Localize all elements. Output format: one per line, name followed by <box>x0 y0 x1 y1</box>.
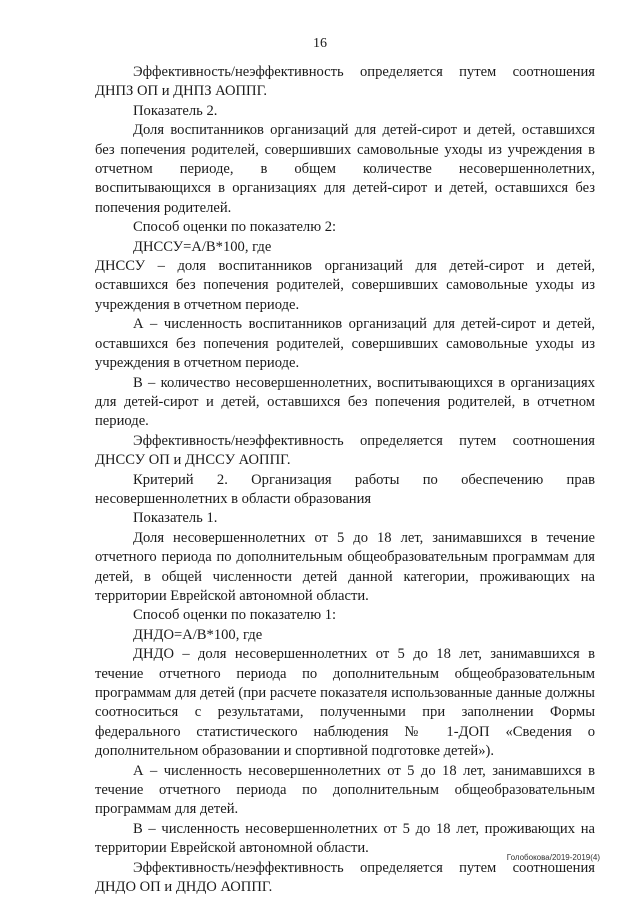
page-number: 16 <box>313 36 327 51</box>
criterion-2-heading: Критерий 2. Организация работы по обеспечению прав несовершеннолетних в области образования <box>95 471 595 507</box>
assessment-method-heading-1: Способ оценки по показателю 1: <box>133 607 337 624</box>
definition-b: В – количество несовершеннолетних, воспитывающихся в организациях для детей-сирот и детей, оставшихся без попечения родителей, в отчетном периоде. <box>95 374 595 430</box>
definition-a: А – численность воспитанников организаций для детей-сирот и детей, оставшихся без попечения родителей, совершивших самовольные уходы из учреждения в отчетном периоде. <box>95 316 595 372</box>
definition-b-dndo: В – численность несовершеннолетних от 5 до 18 лет, проживающих на территории Еврейской автономной области. <box>95 820 595 857</box>
definition-dndo: ДНДО – доля несовершеннолетних от 5 до 18 лет, занимавшихся в течение отчетного периода по дополнительным общеобразовательным программам для детей (при расчете показателя использованные данные должны соотноситься с результатами, полученными при заполнении Формы федерального статистического наблюдения № 1-ДОП «Сведения о дополнительном образовании и спортивной подготовке детей»). <box>95 646 595 760</box>
paragraph-efficiency-dnpz: Эффективность/неэффективность определяется путем соотношения ДНПЗ ОП и ДНПЗ АОППГ. <box>95 64 595 100</box>
indicator-1-description: Доля несовершеннолетних от 5 до 18 лет, занимавшихся в течение отчетного периода по дополнительным общеобразовательным программам для детей, в общей численности детей данной категории, проживающих на территории Еврейской автономной области. <box>95 529 595 604</box>
indicator-1-heading: Показатель 1. <box>133 510 218 527</box>
document-body <box>95 63 595 897</box>
indicator-2-description: Доля воспитанников организаций для детей-сирот и детей, оставшихся без попечения родителей, совершивших самовольные уходы из учреждения в отчетном периоде, в общем количестве несовершеннолетних, воспитывающихся в организациях для детей-сирот и детей, оставшихся без попечения родителей. <box>95 122 595 216</box>
definition-dnssu: ДНССУ – доля воспитанников организаций для детей-сирот и детей, оставшихся без попечения родителей, совершивших самовольные уходы из учреждения в отчетном периоде. <box>95 258 595 313</box>
paragraph-efficiency-dndo: Эффективность/неэффективность определяется путем соотношения ДНДО ОП и ДНДО АОППГ. <box>95 859 595 896</box>
formula-dndo: ДНДО=А/В*100, где <box>133 626 263 643</box>
indicator-2-heading: Показатель 2. <box>133 102 218 119</box>
paragraph-efficiency-dnssu: Эффективность/неэффективность определяется путем соотношения ДНССУ ОП и ДНССУ АОППГ. <box>95 432 595 469</box>
definition-a-dndo: А – численность несовершеннолетних от 5 до 18 лет, занимавшихся в течение отчетного периода по дополнительным общеобразовательным программам для детей. <box>95 762 595 818</box>
assessment-method-heading: Способ оценки по показателю 2: <box>133 219 337 236</box>
formula-dnssu: ДНССУ=А/В*100, где <box>133 238 272 255</box>
footer-reference: Голобокова/2019-2019(4) <box>506 853 600 862</box>
